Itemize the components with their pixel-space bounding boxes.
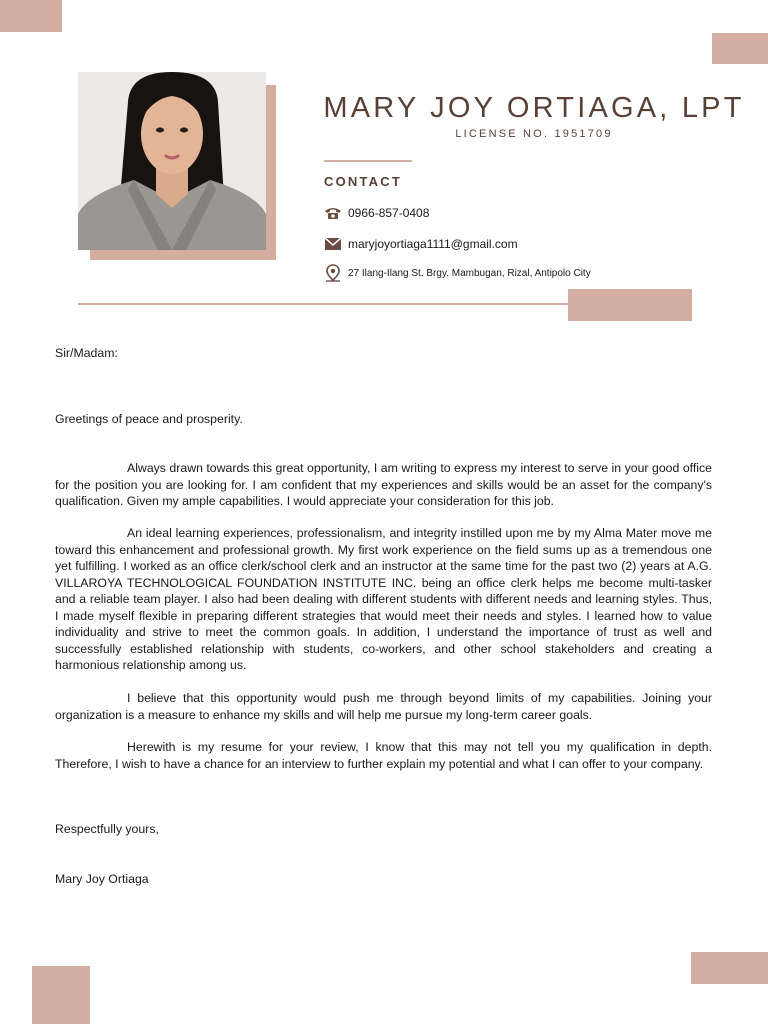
profile-photo (78, 72, 266, 250)
corner-block-top-right (712, 33, 768, 64)
home-address: 27 Ilang-Ilang St. Brgy. Mambugan, Rizal, Antipolo City (348, 267, 591, 279)
contact-heading: CONTACT (324, 174, 402, 189)
body-paragraph-2 (55, 525, 712, 674)
photo-frame-horizontal-bar (90, 250, 276, 260)
corner-block-bottom-right (691, 952, 768, 984)
envelope-icon (324, 236, 342, 252)
body-paragraph-1 (55, 460, 712, 510)
contact-address (324, 265, 591, 281)
body-paragraph-4 (55, 739, 712, 772)
body-paragraph-3 (55, 690, 712, 723)
contact-underline (324, 160, 412, 162)
header-divider-block (568, 289, 692, 321)
closing: Respectfully yours, (55, 822, 159, 836)
location-pin-icon (324, 265, 342, 281)
contact-email (324, 236, 518, 252)
contact-phone (324, 205, 429, 221)
phone-icon (324, 205, 342, 221)
header-divider-line (78, 303, 578, 305)
license-number: LICENSE NO. 1951709 (455, 128, 613, 140)
corner-block-bottom-left (32, 966, 90, 1024)
applicant-name: MARY JOY ORTIAGA, LPT (323, 92, 745, 124)
greeting: Greetings of peace and prosperity. (55, 412, 243, 426)
photo-frame-vertical-bar (266, 85, 276, 260)
paragraph-text: I believe that this opportunity would push me through beyond limits of my capabilities. Joining your organization is a measure to enhance my skills and will help me pursue my long-term career goals. (55, 691, 712, 722)
corner-block-top-left (0, 0, 62, 32)
email-address: maryjoyortiaga1111@gmail.com (348, 237, 518, 251)
salutation: Sir/Madam: (55, 346, 118, 360)
paragraph-text: Always drawn towards this great opportunity, I am writing to express my interest to serve in your good office for the position you are looking for. I am confident that my experiences and skills would be an asset for the company's qualification. Given my ample capabilities. I would appreciate your consideration for this job. (55, 461, 712, 508)
paragraph-text: An ideal learning experiences, professionalism, and integrity instilled upon me by my Alma Mater move me toward this enhancement and professional growth. My first work experience on the field sums up as a tremendous one yet fulfilling. I worked as an office clerk/school clerk and an instructor at the same time for the past two (2) years at A.G. VILLAROYA TECHNOLOGICAL FOUNDATION INSTITUTE INC. being an office clerk helps me become multi-tasker and a reliable team player. I also had been dealing with different students with different needs and learning styles. Thus, I made myself flexible in preparing different strategies that would meet their needs and styles. I learned how to value individuality and strive to meet the common goals. In addition, I understand the importance of trust as well and successfully established relationship with students, co-workers, and other school stakeholders and creating a harmonious relationship among us. (55, 526, 712, 672)
phone-number: 0966-857-0408 (348, 206, 430, 220)
signature-name: Mary Joy Ortiaga (55, 872, 149, 886)
paragraph-text: Herewith is my resume for your review, I know that this may not tell you my qualification in depth. Therefore, I wish to have a chance for an interview to further explain my potential and what I can offer to your company. (55, 740, 712, 771)
